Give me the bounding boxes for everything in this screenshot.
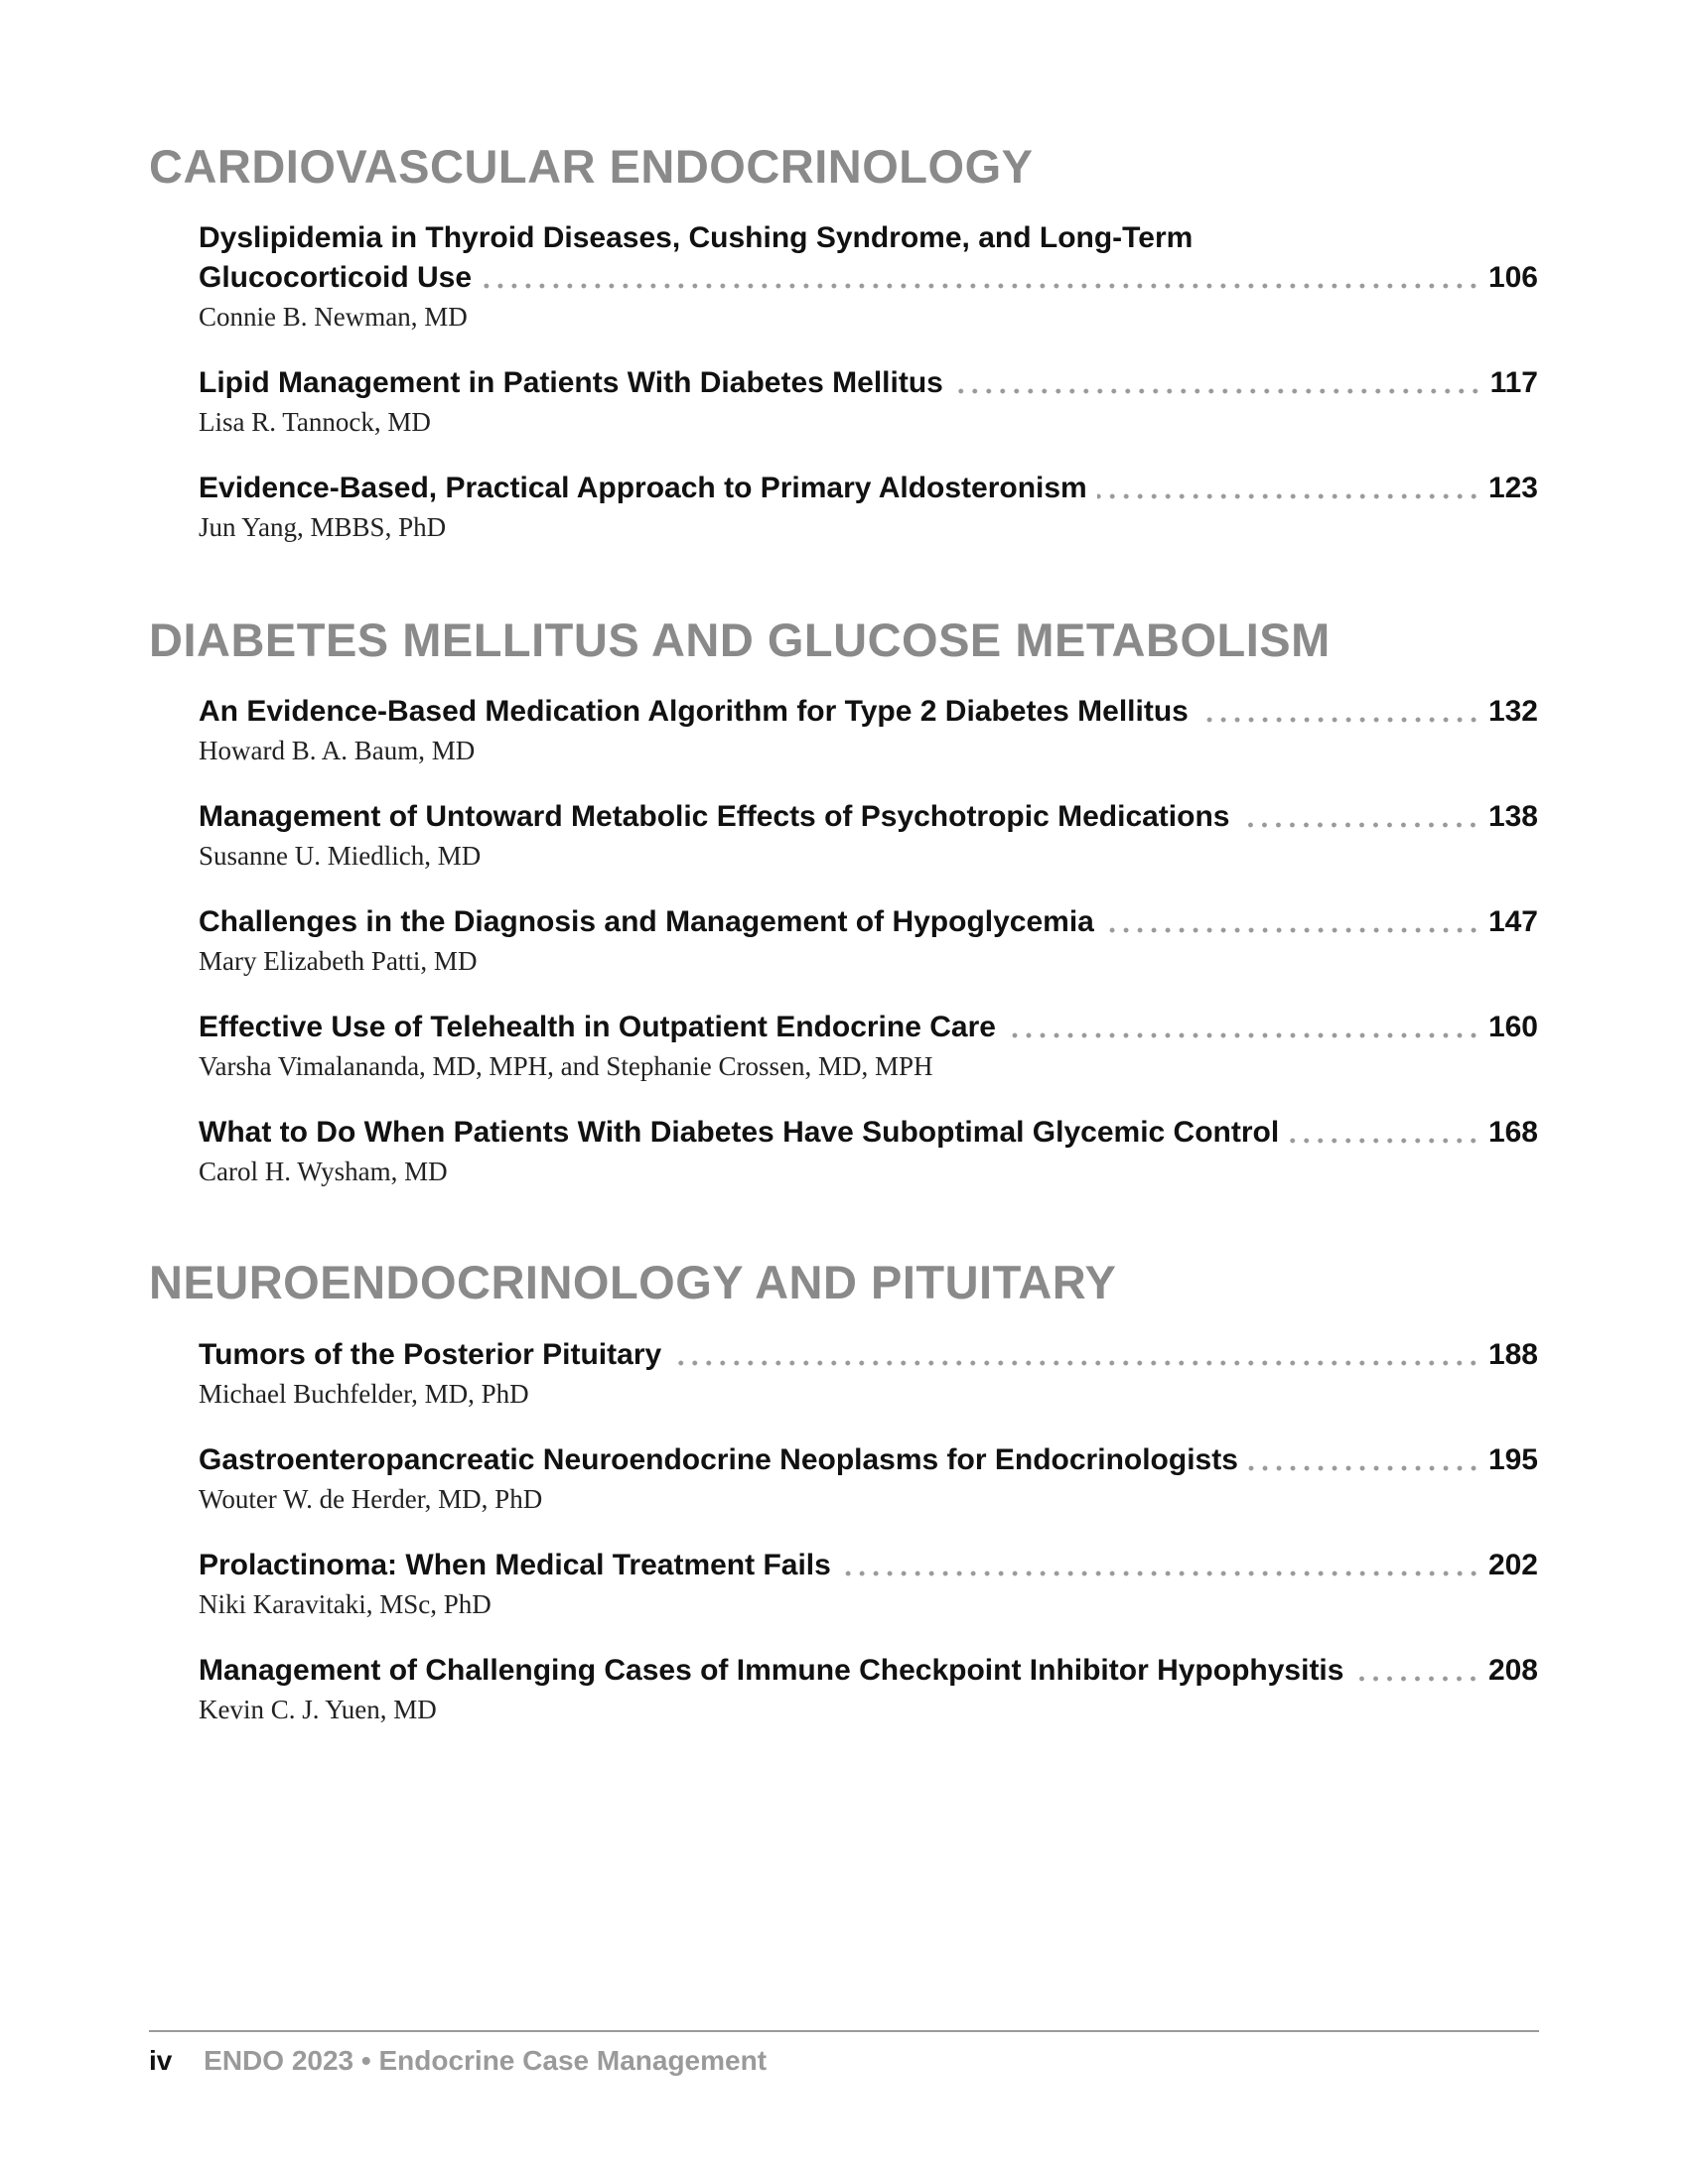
entry-page-number: 106	[1487, 261, 1538, 294]
running-head: ENDO 2023 • Endocrine Case Management	[204, 2045, 768, 2076]
entry-title: Evidence-Based, Practical Approach to Primary Aldosteronism	[199, 472, 1087, 504]
toc-entry[interactable]	[199, 1113, 1538, 1190]
entry-title-line	[199, 363, 1538, 403]
entry-title: Challenges in the Diagnosis and Management of Hypoglycemia	[199, 905, 1094, 938]
entry-author: Niki Karavitaki, MSc, PhD	[199, 1589, 492, 1619]
dot-leader	[671, 1360, 1480, 1366]
toc-entry[interactable]	[199, 902, 1538, 980]
entry-page-number: 123	[1487, 472, 1538, 504]
entry-title-line	[199, 469, 1538, 508]
entry-title-line	[199, 1651, 1538, 1691]
entry-title: Gastroenteropancreatic Neuroendocrine Neoplasms for Endocrinologists	[199, 1443, 1238, 1476]
entry-title-line	[199, 797, 1538, 837]
dot-leader	[1198, 717, 1480, 723]
entry-page-number: 188	[1487, 1338, 1538, 1371]
entry-page-number: 202	[1487, 1549, 1538, 1581]
dot-leader	[1006, 1032, 1480, 1038]
entry-page-number: 147	[1487, 905, 1538, 938]
toc-entry[interactable]	[199, 469, 1538, 546]
entry-page-number: 138	[1487, 800, 1538, 833]
entry-page-number: 160	[1487, 1011, 1538, 1043]
entry-title-line	[199, 1546, 1538, 1585]
toc-entry[interactable]	[199, 692, 1538, 769]
toc-entry[interactable]	[199, 797, 1538, 875]
entry-title: Tumors of the Posterior Pituitary	[199, 1338, 662, 1371]
entry-title: Lipid Management in Patients With Diabetes Mellitus	[199, 366, 943, 399]
section-title-cardiovascular: CARDIOVASCULAR ENDOCRINOLOGY	[149, 140, 1034, 193]
page-footer	[149, 2043, 767, 2079]
toc-entry[interactable]	[199, 363, 1538, 441]
toc-entry[interactable]	[199, 1546, 1538, 1623]
toc-entry[interactable]	[199, 1335, 1538, 1413]
section-title-neuroendocrinology: NEUROENDOCRINOLOGY AND PITUITARY	[149, 1256, 1117, 1308]
entry-page-number: 117	[1489, 366, 1538, 399]
entry-page-number: 132	[1487, 695, 1538, 728]
entry-title-line	[199, 258, 1538, 298]
entry-author: Wouter W. de Herder, MD, PhD	[199, 1484, 543, 1514]
entry-title: Prolactinoma: When Medical Treatment Fails	[199, 1549, 831, 1581]
section-title-diabetes: DIABETES MELLITUS AND GLUCOSE METABOLISM	[149, 614, 1331, 666]
entry-title: Glucocorticoid Use	[199, 261, 473, 294]
dot-leader	[841, 1570, 1480, 1576]
entry-page-number: 208	[1487, 1654, 1538, 1687]
entry-title: Management of Untoward Metabolic Effects of Psychotropic Medications	[199, 800, 1230, 833]
dot-leader	[482, 283, 1480, 289]
dot-leader	[1097, 493, 1480, 499]
entry-author: Susanne U. Miedlich, MD	[199, 841, 482, 871]
entry-author: Mary Elizabeth Patti, MD	[199, 946, 478, 976]
dot-leader	[1104, 927, 1480, 933]
footer-rule	[149, 2030, 1539, 2032]
entry-author: Varsha Vimalananda, MD, MPH, and Stephanie Crossen, MD, MPH	[199, 1051, 933, 1081]
entry-title: Dyslipidemia in Thyroid Diseases, Cushing Syndrome, and Long-Term	[199, 221, 1194, 254]
entry-title: An Evidence-Based Medication Algorithm for Type 2 Diabetes Mellitus	[199, 695, 1189, 728]
dot-leader	[1248, 1465, 1480, 1471]
dot-leader	[1239, 822, 1479, 828]
entry-title-line-1	[199, 218, 1538, 258]
entry-author: Howard B. A. Baum, MD	[199, 736, 476, 765]
page-folio: iv	[149, 2045, 173, 2076]
entry-page-number: 195	[1487, 1443, 1538, 1476]
entry-page-number: 168	[1487, 1116, 1538, 1149]
dot-leader	[1289, 1138, 1480, 1144]
entry-author: Michael Buchfelder, MD, PhD	[199, 1379, 529, 1409]
entry-author: Kevin C. J. Yuen, MD	[199, 1695, 437, 1724]
dot-leader	[953, 388, 1482, 394]
entry-author: Jun Yang, MBBS, PhD	[199, 512, 447, 542]
entry-author: Lisa R. Tannock, MD	[199, 407, 431, 437]
entry-title: Management of Challenging Cases of Immune Checkpoint Inhibitor Hypophysitis	[199, 1654, 1344, 1687]
entry-author: Connie B. Newman, MD	[199, 302, 468, 332]
toc-entry[interactable]	[199, 218, 1538, 336]
entry-title: What to Do When Patients With Diabetes Have Suboptimal Glycemic Control	[199, 1116, 1280, 1149]
entry-title-line	[199, 1008, 1538, 1047]
entry-title-line	[199, 1335, 1538, 1375]
entry-author: Carol H. Wysham, MD	[199, 1157, 448, 1186]
toc-entry[interactable]	[199, 1651, 1538, 1728]
entry-title-line	[199, 1440, 1538, 1480]
entry-title-line	[199, 902, 1538, 942]
entry-title-line	[199, 1113, 1538, 1153]
toc-entry[interactable]	[199, 1440, 1538, 1518]
dot-leader	[1353, 1676, 1479, 1682]
entry-title-line	[199, 692, 1538, 732]
entry-title: Effective Use of Telehealth in Outpatient Endocrine Care	[199, 1011, 996, 1043]
toc-entry[interactable]	[199, 1008, 1538, 1085]
